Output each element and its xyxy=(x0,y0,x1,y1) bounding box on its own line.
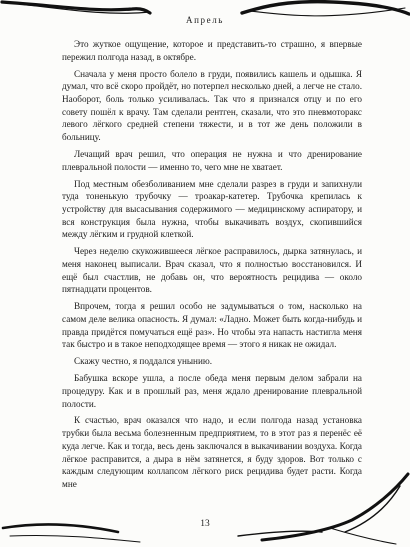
paragraph: Впрочем, тогда я решил особо не задумываться о том, насколько на самом деле велика опасность. Я думал: «Ладно. Может быть когда-нибудь и правда придётся помучаться ещё раз». Но чтобы эта напасть настигла меня так быстро и в такое неподходящее время — этого я никак не ожидал. xyxy=(62,301,362,350)
paragraph: Через неделю скукожившееся лёгкое расправилось, дырка затянулась, и меня наконец выписали. Врач сказал, что я полностью восстановился. И ещё был счастлив, не добавь он, что вероятность рецидива — около пятнадцати процентов. xyxy=(62,246,362,295)
brush-stroke-bottom-ornament xyxy=(0,470,410,547)
paragraph: Под местным обезболиванием мне сделали разрез в груди и запихнули туда тоненькую трубочку — троакар-катетер. Трубочка крепилась к устройству для высасывания содержимого — медицинскому аспиратору, и вся конструкция была нужна, чтобы выкачивать воздух, скопившийся между лёгким и грудной клеткой. xyxy=(62,178,362,240)
paragraph: Бабушка вскоре ушла, а после обеда меня первым делом забрали на процедуру. Как и в прошлый раз, меня ждало дренирование плевральной полости. xyxy=(62,373,362,409)
paragraph: К счастью, врач оказался что надо, и если полгода назад установка трубки была весьма болезненным предприятием, то в этот раз я перенёс её куда легче. Как и тогда, весь день заключался в выкачивании воздуха. Когда лёгкое расправится, а дыра в нём затянется, я буду здоров. Вот только с каждым следующим коллапсом лёгкого риск рецидива будет расти. Когда мне xyxy=(62,415,362,489)
body-text xyxy=(62,38,362,495)
paragraph: Лечащий врач решил, что операция не нужна и что дренирование плевральной полости — именно то, чего мне не хватает. xyxy=(62,149,362,172)
paragraph: Скажу честно, я поддался унынию. xyxy=(74,356,213,367)
page-number: 13 xyxy=(200,519,210,529)
paragraph: Это жуткое ощущение, которое и представить-то страшно, я впервые пережил полгода назад, в октябре. xyxy=(62,39,362,62)
paragraph: Сначала у меня просто болело в груди, появились кашель и одышка. Я думал, что всё скоро пройдёт, но потерпел несколько дней, а легче не стало. Наоборот, боль только усиливалась. Так что я признался отцу и по его совету пошёл к врачу. Там сделали рентген, сказали, что это пневмоторакс левого лёгкого средней степени тяжести, и в тот же день положили в больницу. xyxy=(62,68,362,143)
running-head: Апрель xyxy=(185,15,224,25)
